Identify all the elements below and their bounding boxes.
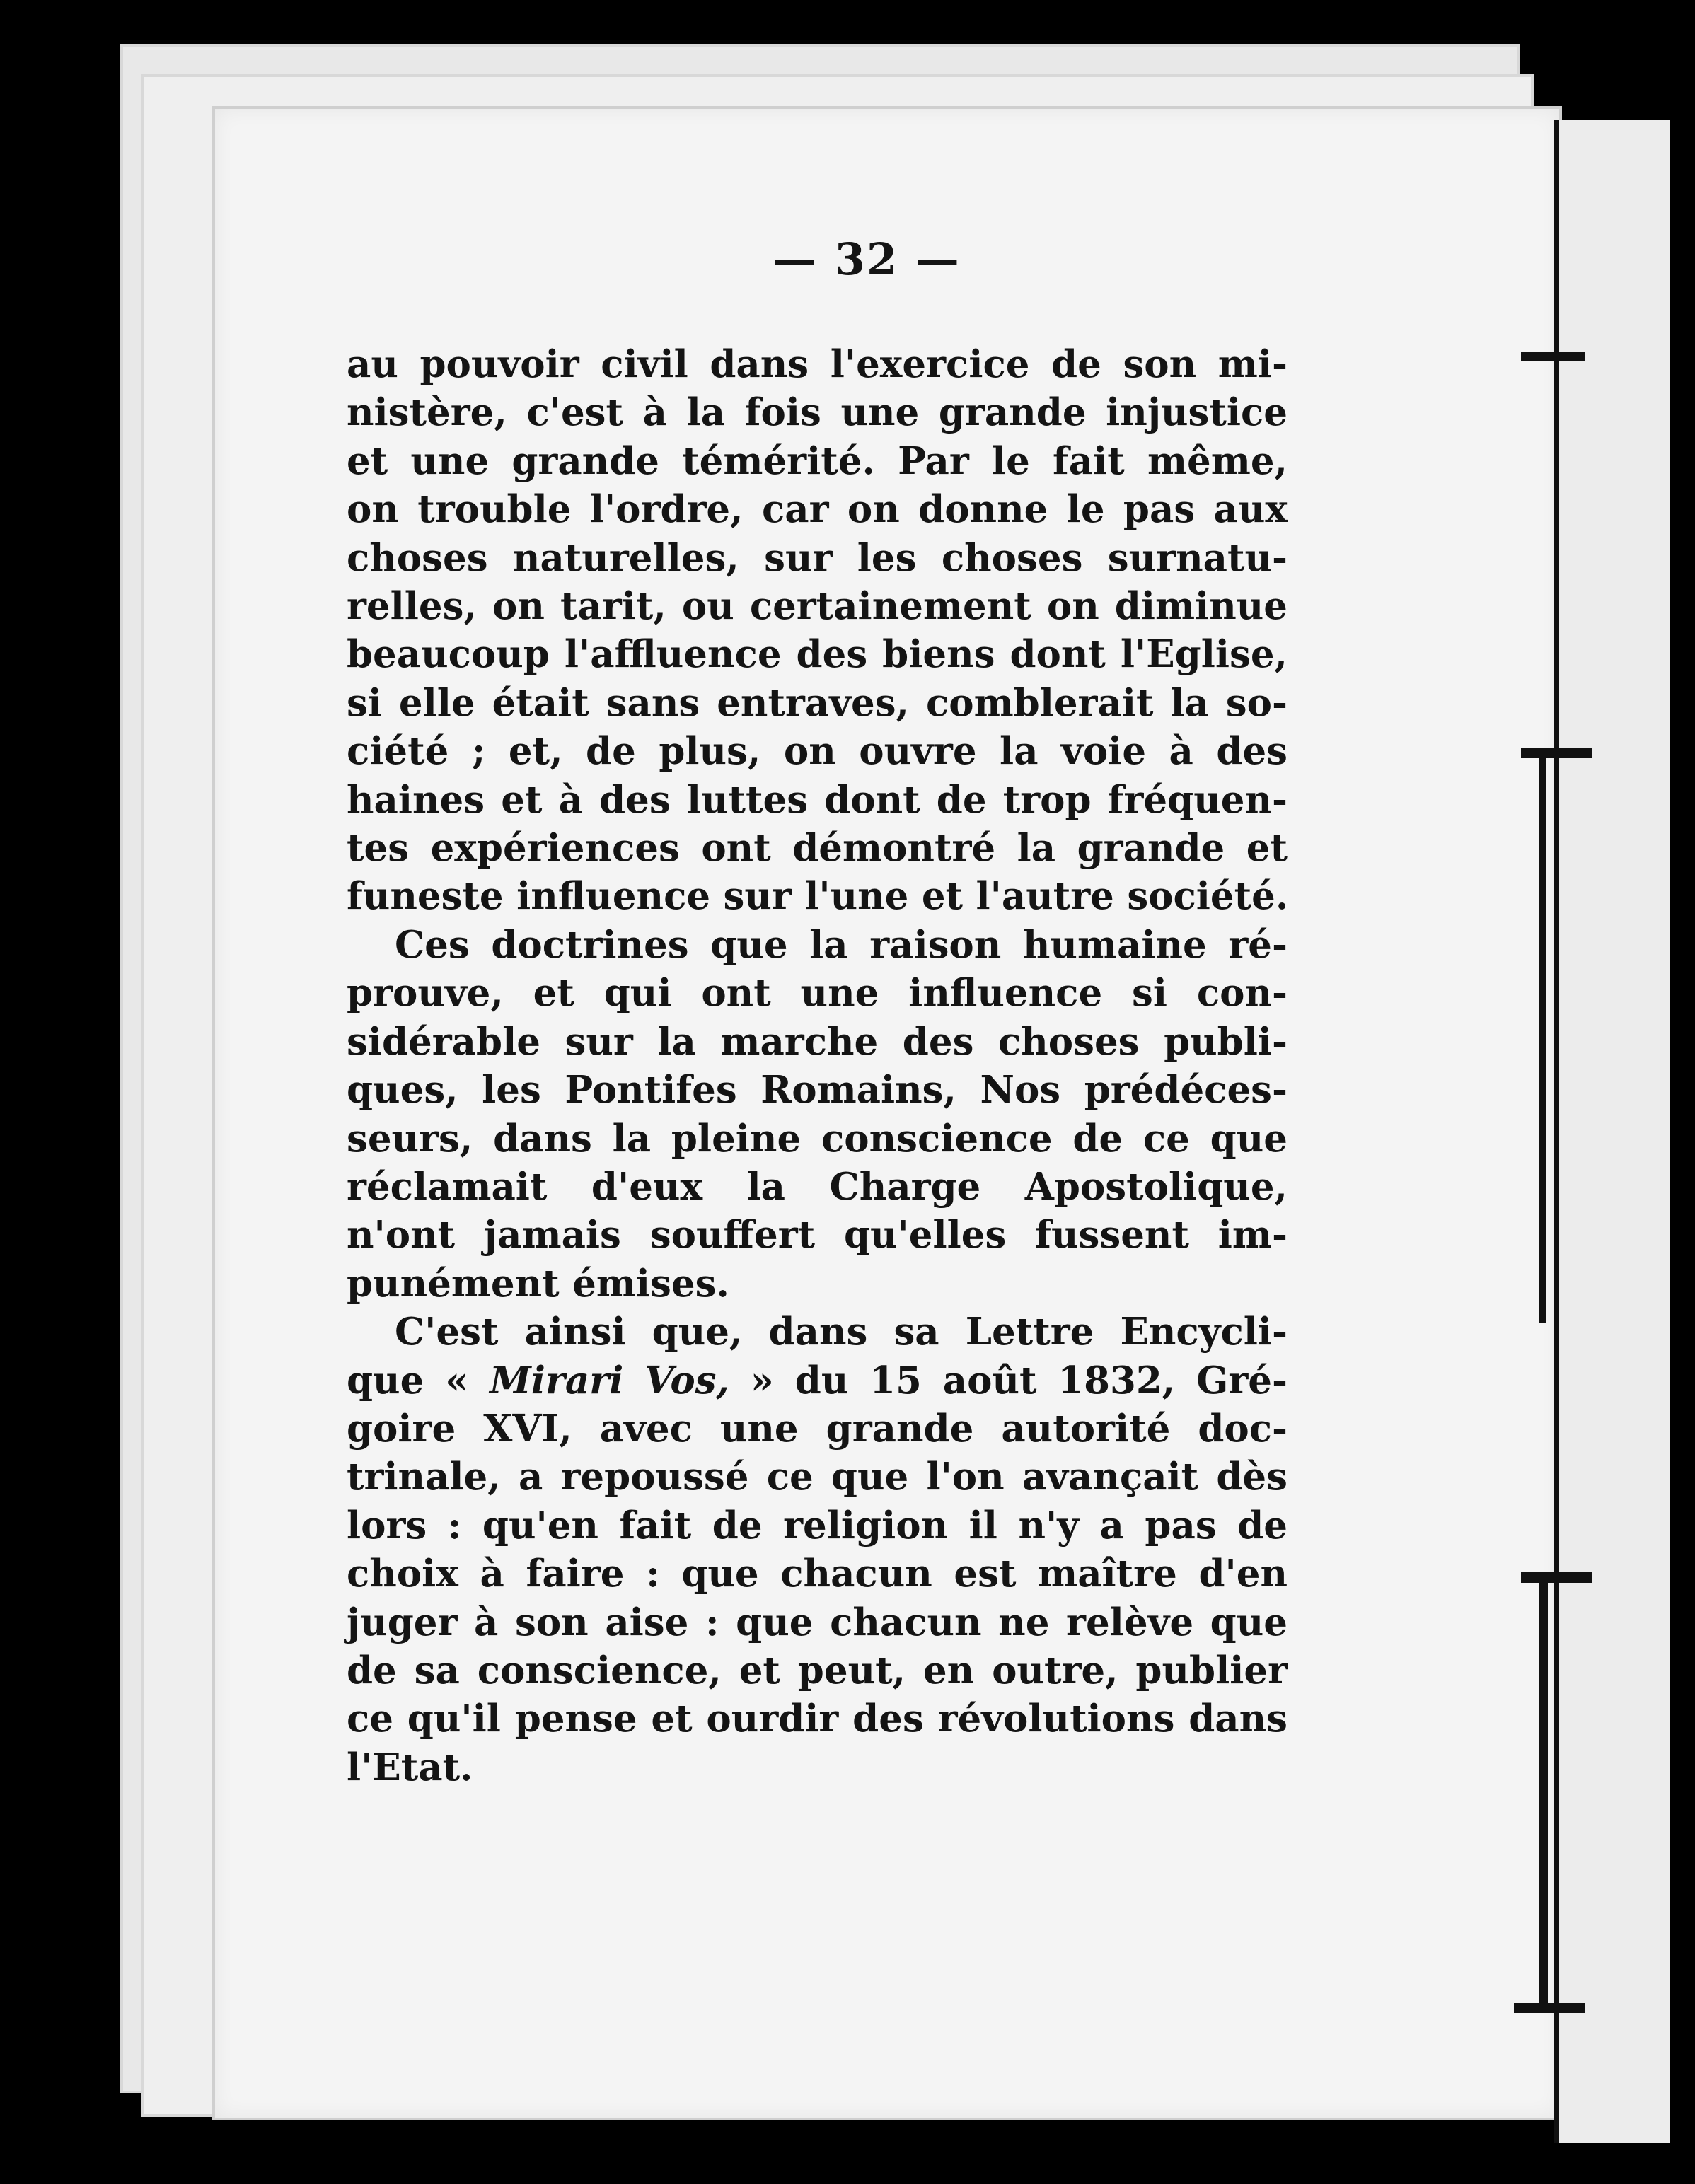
binding-stitch [1521, 352, 1585, 361]
text-line: choses naturelles, sur les choses surnatu- [347, 535, 1288, 580]
text-line: punément émises. [347, 1261, 729, 1306]
binding-stitch [1521, 748, 1592, 758]
text-line: C'est ainsi que, dans sa Lettre Encycli- [395, 1310, 1288, 1354]
text-line: seurs, dans la pleine conscience de ce que [347, 1116, 1288, 1161]
binding-shadow [1670, 120, 1695, 2143]
text-line: n'ont jamais souffert qu'elles fussent im- [347, 1213, 1288, 1257]
text-line: haines et à des luttes dont de trop fréquen- [347, 777, 1288, 822]
text-line: et une grande témérité. Par le fait même, [347, 438, 1288, 483]
paragraph-3 [347, 1308, 1288, 1791]
binding-stitch [1521, 1572, 1592, 1583]
text-line: l'Etat. [347, 1745, 473, 1789]
text-line: juger à son aise : que chacun ne relève que [347, 1600, 1288, 1644]
text-line: relles, on tarit, ou certainement on diminue [347, 584, 1288, 629]
binding-thread [1539, 1581, 1548, 2006]
text-line: on trouble l'ordre, car on donne le pas aux [347, 487, 1288, 532]
text-line: au pouvoir civil dans l'exercice de son mi- [347, 342, 1288, 386]
text-line: que « Mirari Vos, » du 15 août 1832, Gré- [347, 1358, 1288, 1402]
paragraph-1 [347, 340, 1288, 921]
text-line: trinale, a repoussé ce que l'on avançait dès [347, 1455, 1288, 1499]
text-line: prouve, et qui ont une influence si con- [347, 971, 1288, 1016]
text-line: sidérable sur la marche des choses publi- [347, 1019, 1288, 1064]
text-line: lors : qu'en fait de religion il n'y a pas de [347, 1503, 1288, 1547]
binding-thread [1539, 757, 1546, 1323]
text-line: ce qu'il pense et ourdir des révolutions dans [347, 1697, 1288, 1741]
text-line: de sa conscience, et peut, en outre, publier [347, 1648, 1288, 1692]
paragraph-2 [347, 921, 1288, 1308]
text-line: beaucoup l'affluence des biens dont l'Eglise, [347, 632, 1288, 677]
text-line: ciété ; et, de plus, on ouvre la voie à des [347, 729, 1288, 774]
page-content [347, 233, 1288, 1791]
text-line: choix à faire : que chacun est maître d'en [347, 1552, 1288, 1596]
binding-stitch [1514, 2003, 1585, 2013]
text-line: ques, les Pontifes Romains, Nos prédéces- [347, 1068, 1288, 1113]
text-line: Ces doctrines que la raison humaine ré- [395, 922, 1288, 967]
text-line: si elle était sans entraves, comblerait la so- [347, 680, 1288, 725]
encyclical-title: Mirari Vos, [490, 1358, 729, 1402]
page-number: — 32 — [773, 233, 961, 285]
text-line: goire XVI, avec une grande autorité doc- [347, 1406, 1288, 1451]
text-line: nistère, c'est à la fois une grande injustice [347, 390, 1288, 435]
text-line: réclamait d'eux la Charge Apostolique, [347, 1164, 1288, 1209]
text-line: funeste influence sur l'une et l'autre société. [347, 874, 1289, 919]
text-line: tes expériences ont démontré la grande et [347, 826, 1288, 871]
